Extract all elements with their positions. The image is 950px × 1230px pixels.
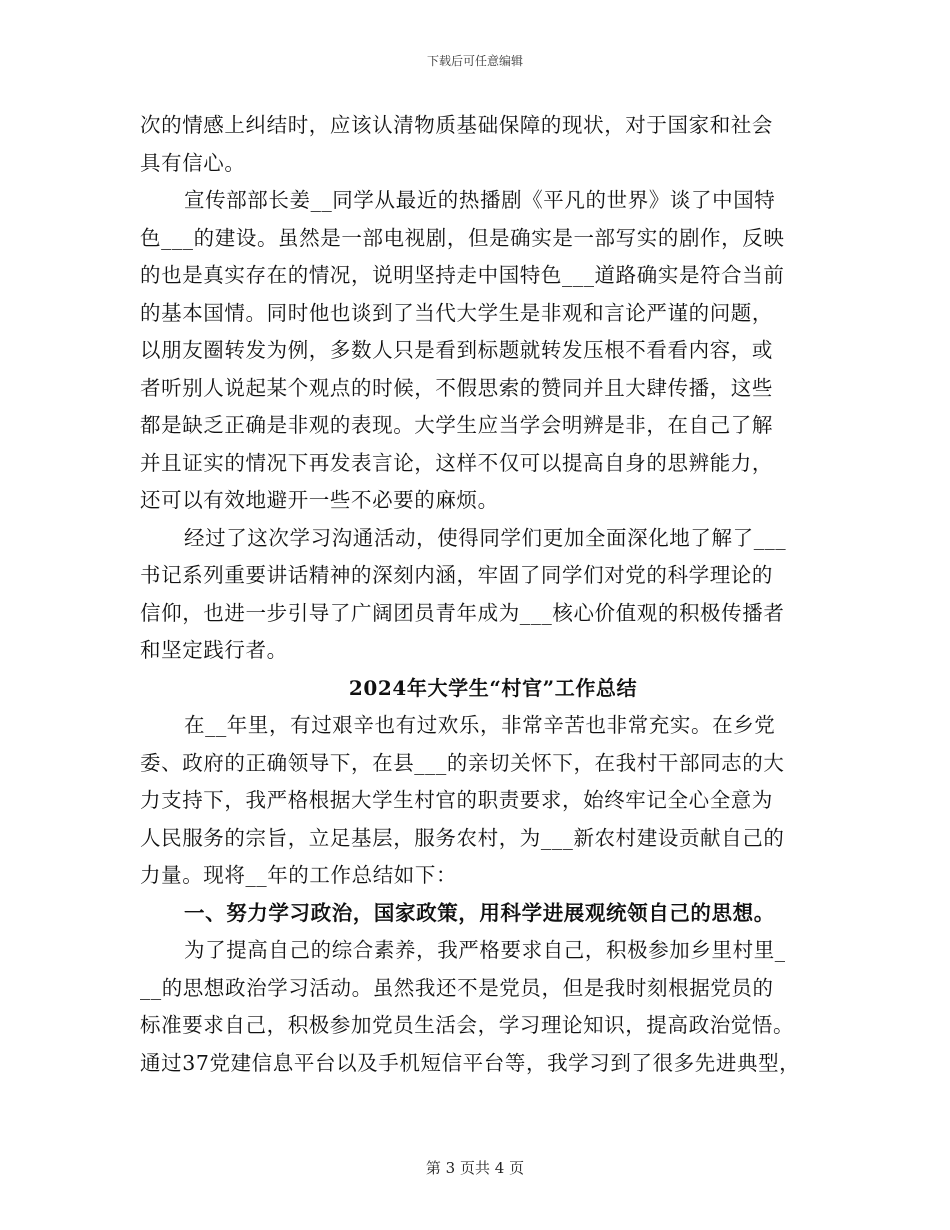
text-line: 通过37党建信息平台以及手机短信平台等，我学习到了很多先进典型， [140, 1050, 801, 1075]
text-line: 还可以有效地避开一些不必要的麻烦。 [140, 488, 499, 512]
paragraph-start-line: 在__年里，有过艰辛也有过欢乐，非常辛苦也非常充实。在乡党 [184, 713, 776, 737]
text-line: 者听别人说起某个观点的时候，不假思索的赞同并且大肆传播，这些 [140, 375, 773, 400]
subsection-heading: 一、努力学习政治，国家政策，用科学进展观统领自己的思想。 [184, 900, 775, 925]
page-header-note: 下载后可任意编辑 [426, 54, 523, 68]
text-line: 以朋友圈转发为例，多数人只是看到标题就转发压根不看看内容，或 [140, 338, 773, 362]
section-title: 2024年大学生“村官”工作总结 [348, 675, 638, 700]
text-line: 的基本国情。同时他也谈到了当代大学生是非观和言论严谨的问题， [140, 300, 773, 325]
text-line: 标准要求自己，积极参加党员生活会，学习理论知识，提高政治觉悟。 [140, 1013, 795, 1037]
paragraph-start-line: 经过了这次学习沟通活动，使得同学们更加全面深化地了解了___ [184, 525, 787, 550]
text-line: 人民服务的宗旨，立足基层，服务农村，为___新农村建设贡献自己的 [140, 825, 785, 850]
text-line: 都是缺乏正确是非观的表现。大学生应当学会明辨是非，在自己了解 [140, 413, 773, 437]
text-line: 的也是真实存在的情况，说明坚持走中国特色___道路确实是符合当前 [140, 263, 785, 287]
text-line: 信仰，也进一步引导了广阔团员青年成为___核心价值观的积极传播者 [140, 600, 785, 625]
document-body [140, 107, 810, 1082]
text-line: 色___的建设。虽然是一部电视剧，但是确实是一部写实的剧作，反映 [140, 225, 785, 250]
text-line: 力支持下，我严格根据大学生村官的职责要求，始终牢记全心全意为 [140, 788, 773, 812]
text-line: 委、政府的正确领导下，在县___的亲切关怀下，在我村干部同志的大 [140, 750, 785, 775]
paragraph-start-line: 为了提高自己的综合素养，我严格要求自己，积极参加乡里村里_ [184, 938, 786, 962]
text-line: 次的情感上纠结时，应该认清物质基础保障的现状，对于国家和社会 [140, 113, 773, 137]
text-line: 和坚定践行者。 [140, 638, 288, 662]
text-line: 并且证实的情况下再发表言论，这样不仅可以提高自身的思辨能力， [140, 450, 773, 475]
page-number-footer: 第 3 页共 4 页 [425, 1159, 525, 1177]
text-line: 具有信心。 [140, 150, 246, 175]
paragraph-start-line: 宣传部部长姜__同学从最近的热播剧《平凡的世界》谈了中国特 [184, 188, 776, 212]
text-line: 力量。现将__年的工作总结如下： [140, 863, 458, 887]
text-line: 书记系列重要讲话精神的深刻内涵，牢固了同学们对党的科学理论的 [140, 563, 773, 587]
text-line: __的思想政治学习活动。虽然我还不是党员，但是我时刻根据党员的 [140, 975, 774, 1000]
